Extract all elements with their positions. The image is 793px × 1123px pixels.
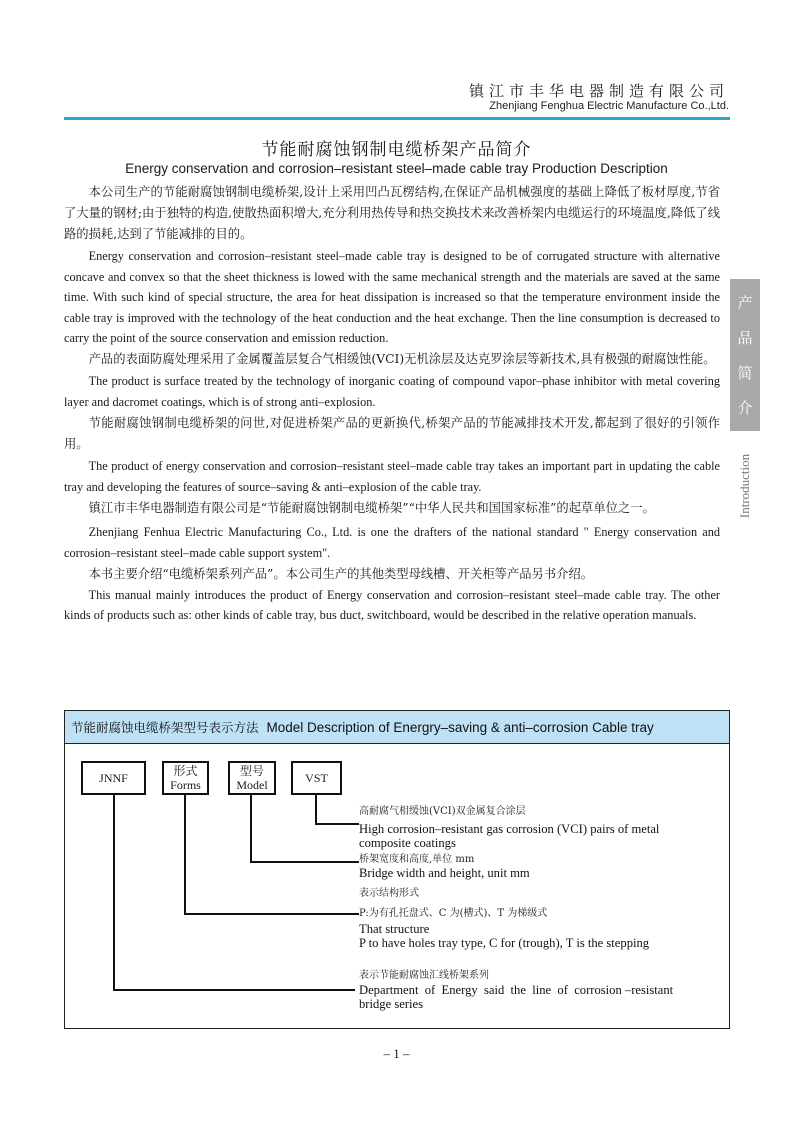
page-number: – 1 – [383,1046,410,1061]
page-title-en: Energy conservation and corrosion–resistant steel–made cable tray Production Description [125,161,668,176]
desc-model-en: Bridge width and height, unit mm [359,866,530,880]
paragraph: This manual mainly introduces the product of Energy conservation and corrosion–resistant steel–made cable tray. The other kinds of products such as: other kinds of cable tray, bus duct, switchboard, would be described in the relative operation manuals. [64,587,720,623]
connector-forms-h [184,913,359,915]
header-rule [64,117,730,120]
body-text [64,182,720,626]
code-box-jnnf: JNNF [81,761,146,795]
paragraph: 镇江市丰华电器制造有限公司是“节能耐腐蚀钢制电缆桥架”“中华人民共和国国家标准”的起草单位之一。 [88,501,655,516]
code-box-vst: VST [291,761,342,795]
side-tab-char: 品 [737,329,753,347]
side-tab [730,279,760,431]
model-heading-cn: 节能耐腐蚀电缆桥架型号表示方法 [71,720,259,735]
company-name-en: Zhenjiang Fenghua Electric Manufacture Co.,Ltd. [489,100,729,112]
desc-vst-en: High corrosion–resistant gas corrosion (VCI) pairs of metal [359,822,660,836]
model-heading-en: Model Description of Energry–saving & anti–corrosion Cable tray [266,719,654,735]
paragraph: Energy conservation and corrosion–resistant steel–made cable tray is designed to be of corrugated structure with alternative concave and convex so that the sheet thickness is lowed with the same mechanical strength and the materials are saved at the same time. With such kind of special structure, the area for heat dissipation is increased so that the temperature environment inside the cable tray is improved with the technology of the heat conduction and the heat exchange. Then the line consumption is decreased to carry the point of the source conservation and emission reduction. [64,249,720,346]
desc-forms-cn-2: P:为有孔托盘式、C 为(槽式)、T 为梯级式 [359,908,548,919]
desc-forms-en-2: P to have holes tray type, C for (trough), T is the stepping [359,936,650,950]
desc-vst-en-2: composite coatings [359,836,456,850]
model-description-box [64,710,730,1029]
connector-model-v [250,795,252,863]
side-label-introduction: Introduction [737,453,752,519]
code-box-forms: 形式 Forms [162,761,209,795]
paragraph: 节能耐腐蚀钢制电缆桥架的问世,对促进桥架产品的更新换代,桥架产品的节能减排技术开发,都起到了很好的引领作用。 [64,416,720,452]
desc-forms-en-1: That structure [359,922,430,936]
paragraph: The product is surface treated by the technology of inorganic coating of compound vapor–phase inhibitor with metal covering layer and dacromet coatings, which is of strong anti–explosion. [64,373,720,409]
paragraph: 产品的表面防腐处理采用了金属覆盖层复合气相缓蚀(VCI)无机涂层及达克罗涂层等新技术,具有极强的耐腐蚀性能。 [88,351,716,366]
side-tab-char: 介 [737,399,753,417]
connector-jnnf-v [113,795,115,991]
side-tab-char: 简 [737,364,753,382]
connector-vst-h [315,823,359,825]
paragraph: Zhenjiang Fenhua Electric Manufacturing Co., Ltd. is one the drafters of the national standard " Energy conservation and corrosion–resistant steel–made cable support system". [64,525,720,560]
desc-jnnf-en-1: Department of Energy said the line of corrosion –resistant [359,983,674,997]
desc-forms-cn-1: 表示结构形式 [359,888,419,899]
connector-model-h [250,861,359,863]
code-box-model: 型号 Model [228,761,276,795]
paragraph: 本公司生产的节能耐腐蚀钢制电缆桥架,设计上采用凹凸瓦楞结构,在保证产品机械强度的基础上降低了板材厚度,节省了大量的钢材;由于独特的构造,使散热面积增大,充分利用热传导和热交换技术来改善桥架内电缆运行的环境温度,降低了线路的损耗,达到了节能减排的目的。 [64,185,720,241]
connector-forms-v [184,795,186,915]
desc-jnnf-cn: 表示节能耐腐蚀汇线桥架系列 [359,970,489,981]
paragraph: 本书主要介绍“电缆桥架系列产品”。本公司生产的其他类型母线槽、开关柜等产品另书介绍。 [88,566,594,581]
desc-vst-cn: 高耐腐气相缓蚀(VCI)双金属复合涂层 [359,806,526,817]
connector-vst-v [315,795,317,825]
side-tab-char: 产 [737,294,753,312]
model-heading [65,711,729,744]
page-title-cn: 节能耐腐蚀钢制电缆桥架产品简介 [261,140,532,160]
company-name-cn: 镇江市丰华电器制造有限公司 [468,82,729,100]
desc-jnnf-en-2: bridge series [359,997,423,1011]
paragraph: The product of energy conservation and corrosion–resistant steel–made cable tray takes an important part in updating the cable tray and developing the features of source–saving & anti–explosion of the cable tray. [64,459,720,494]
desc-model-cn: 桥架宽度和高度,单位 mm [359,854,475,865]
connector-jnnf-h [113,989,355,991]
